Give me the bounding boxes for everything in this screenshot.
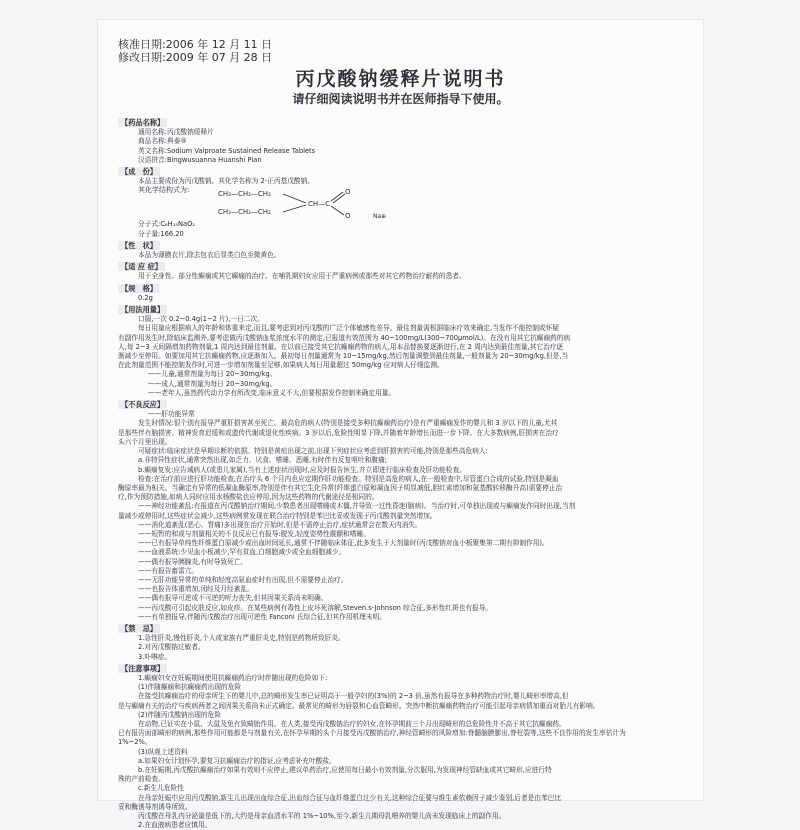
text-line: ——儿童,通常剂量为每日 20~30mg/kg。 — [148, 370, 277, 379]
section-contraindications — [118, 622, 678, 662]
text-line: 头六个月里出现。 — [118, 437, 172, 446]
text-line: 通用名称:丙戊酸钠缓释片 — [138, 128, 214, 137]
text-line: 1.癫痫妇女在妊娠期间使用抗癫痫药治疗时伴随出现的危险如下: — [138, 673, 328, 682]
text-line: ——偶有报导可逆或不可逆的听力丧失,但其因果关系尚未明确。 — [138, 594, 328, 603]
structural-formula-diagram — [188, 186, 428, 220]
text-line: (3)纵观上述资料 — [138, 747, 188, 756]
section-heading: 【成 份】 — [118, 167, 160, 176]
document-body — [118, 116, 678, 830]
oxygen-lower: O — [345, 212, 351, 221]
bond-line — [331, 206, 344, 215]
text-line: 分子式:C₈H₁₅NaO₂ — [138, 220, 196, 229]
text-line: ——丙戊酸可引起皮肤反应,如皮疹。在某些病例有毒性上皮坏死溶解,Steven.s-Johnson 综合征,多形性红斑也有报导。 — [138, 603, 493, 612]
section-dosage — [118, 303, 678, 398]
approval-dates — [118, 38, 272, 64]
text-line: ——血液系统:少见血小板减少,罕有贫血,白细胞减少或全血细胞减少。 — [138, 548, 346, 557]
section-composition — [118, 165, 678, 239]
section-adverse-reactions — [118, 398, 678, 622]
text-line: 可疑症状:临床症状是早期诊断的依据。特别是黄疸出现之前,出现下列症状应考虑到肝损害的可能,特别是那些高危病人: — [138, 447, 488, 456]
section-character — [118, 239, 678, 260]
propyl-chain-lower: CH₃—CH₂—CH₂ — [218, 208, 271, 217]
instruction-sheet — [98, 20, 703, 830]
section-precautions — [118, 662, 678, 830]
text-line: 汉语拼音:Bingwusuanna Huanshi Pian — [138, 155, 262, 164]
approval-date: 核准日期:2006 年 12 月 11 日 — [118, 38, 273, 51]
text-line: 妥和酶诱导剂诱导所致。 — [118, 802, 192, 811]
text-line: 检查:在治疗前应进行肝功能检查,在治疗头 6 个月内也应定期作肝功能检查。特别是高危的病人,在一般检查中,尽管蛋白合成的试验,特别是凝血 — [138, 474, 559, 483]
bond-line — [283, 205, 306, 212]
text-line: 0.2g — [138, 293, 153, 302]
text-line: 本品为薄膜衣片,除去包衣后显类白色至微黄色。 — [138, 251, 281, 260]
section-drug-name — [118, 116, 678, 165]
section-heading: 【不良反应】 — [118, 400, 167, 409]
section-heading: 【禁 忌】 — [118, 624, 160, 633]
text-line: ——神经功能紊乱:有报道在丙戊酸钠治疗期间,少数患者出现嗜睡或木僵,并导致一过性昏迷(脑病)。当治疗时,可单独出现或与癫痫发作同时出现,当剂 — [138, 502, 576, 511]
text-line: (1)伴随癫痫和抗癫痫药出现的危险 — [138, 683, 242, 692]
text-line: (2)伴随丙戊酸钠出现的危险 — [138, 710, 222, 719]
text-line: ——偶有报导胰腺炎,有时导致死亡。 — [138, 557, 248, 566]
text-line: 英文名称:Sodium Valproate Sustained Release Tablets — [138, 146, 316, 155]
text-line: b.癫痫复发:应告诫病人(或患儿家属),当有上述症状出现时,应及时报告医生,并立即进行临床检查及肝功能检查。 — [138, 465, 466, 474]
text-line: 殊的产前检查。 — [118, 775, 165, 784]
text-line: 酶原率最为相关。当确定有异常的低凝血酶原率,特别是伴有其它生化异常(纤维蛋白原和凝血因子明显减低,胆红素增加和氨基酸转移酶升高)需要停止治 — [118, 483, 563, 492]
text-line: ——无肝功能异常的单纯和轻度高氨血症时有出现,但不需要停止治疗。 — [138, 575, 348, 584]
text-line: 量减少或停用时,这些症状会减少,这些病例常发现在联合治疗特别是苯巴比妥或发现于丙戊酸剂量突然增加。 — [118, 511, 437, 520]
section-specification — [118, 282, 678, 303]
text-line: ——已有报导单纯性纤维蛋白原减少或出血时间延长,通常不伴随临床体征,此多发生于大剂量时(丙戊酸钠对血小板聚集第二期有抑制作用)。 — [138, 539, 549, 548]
text-line: 有副作用发生时,除临床监测外,要考虑做丙戊酸钠血浆浓度水平的测定,已报道有效范围为 40~100mg/L(300~700μmol/L)。在没有用其它抗癫痫药的病 — [118, 333, 571, 342]
text-line: c.新生儿危险性 — [138, 784, 184, 793]
text-line: 2.在血液病患者应慎用。 — [138, 821, 212, 830]
text-line: 2.对丙戊酸钠过敏者。 — [138, 643, 205, 652]
oxygen-upper: O — [345, 188, 351, 197]
text-line: 在动物,已证实在小鼠、大鼠及兔有致畸胎作用。在人类,接受丙戊酸钠治疗的妇女,在怀孕期前三个月出现畸形的总危险性并不高于其它抗癫痫药。 — [138, 719, 566, 728]
sodium-ion: Na⊕ — [373, 213, 387, 221]
bond-line — [283, 194, 306, 203]
text-line: 在此剂量范围不能控制发作时,可进一步增加剂量至足够,如果病人每日用量超过 50mg/kg 应对病人仔细监测。 — [118, 361, 444, 370]
text-line: 分子量:166.20 — [138, 229, 184, 238]
propyl-chain-upper: CH₃—CH₂—CH₂ — [218, 190, 271, 199]
text-line: ——也报告体重增加,闭经及月经紊乱。 — [138, 585, 254, 594]
section-heading: 【适 应 症】 — [118, 262, 165, 271]
text-line: 疗,作为预防措施,如病人同时应用水杨酸盐也应停用,因为这些药物的代谢途径是相同的。 — [118, 493, 379, 502]
text-line: a.如果妇女计划怀孕,要复习抗癫痫治疗的指证,应考虑补充叶酸盐。 — [138, 756, 336, 765]
text-line: ——成人,通常剂量为每日 20~30mg/kg。 — [148, 379, 277, 388]
text-line: b.在妊娠期,丙戊酸抗癫痫治疗如果有效则不应停止,建议单药治疗,应使用每日最小有效剂量,分次服用,为发现神经管缺血或其它畸形,应进行特 — [138, 766, 552, 774]
text-line: ——有单独报导,伴随丙戊酸治疗出现可逆性 Fanconi 氏综合征,但其作用机理未明。 — [138, 612, 386, 621]
text-line: 已有报告面部畸形的病例,那些作用可能都是与剂量有关,在怀孕早期的头个月接受丙戊酸钠治疗,神经管畸形的风险增加:脊髓脑膜膨出,脊柱裂等,这些不良作用的发生率估计为 — [118, 729, 626, 738]
section-heading: 【用法用量】 — [118, 305, 167, 314]
document-subtitle: 请仔细阅读说明书并在医师指导下使用。 — [292, 92, 509, 106]
text-line: a.非特异性症状,通常突然出现,如乏力、厌食、嗜睡、恶睡,有时伴有反复呕吐和腹痛; — [138, 456, 387, 465]
section-indication — [118, 260, 678, 281]
section-heading: 【性 状】 — [118, 241, 160, 250]
text-line: ——消化道紊乱(恶心、胃痛)多出现在治疗开始时,但是不需停止治疗,症状通常会在数天内消失。 — [138, 520, 422, 529]
text-line: 在母亲妊娠中应用丙戊酸钠,新生儿出现出血综合征,出血综合征与血纤维蛋白过少有关,这种综合征要与维生素依赖因子减少鉴别,后者是由苯巴比 — [138, 793, 562, 802]
section-heading: 【药品名称】 — [118, 118, 167, 127]
text-line: 1%~2%。 — [118, 738, 152, 747]
text-line: 在接受抗癫痫治疗的母亲所生下的婴儿中,总的畸形发生率已证明高于一般孕妇的(3%)的 2~3 倍,虽然有报导在多种药物治疗时,婴儿畸形率增高,但 — [138, 692, 569, 701]
text-line: 渐减少至停用。如要加用其它抗癫痫药物,应逐渐加入。最初每日剂量通常为 10~15mg/kg,然后剂量调整到最佳剂量,一般剂量为 20~30mg/kg,但是,当 — [118, 352, 569, 361]
structural-formula — [138, 186, 678, 220]
text-line: ——老年人,虽然药代动力学有所改变,临床意义不大,但要根据发作控制来确定用量。 — [148, 388, 396, 397]
text-line: 发生时情况:很个别有报导严重肝损害甚至死亡。最高危的病人(特别是接受多种抗癫痫药治疗)是有严重癫痫发作的婴儿和 3 岁以下的儿童,尤其 — [138, 419, 558, 428]
text-line: ——有报告畜雷亢。 — [138, 566, 199, 575]
text-line: 每日用量应根据病人的年龄和体重来定,而且,要考虑到对丙戊酸的广泛个体敏感性差异。最佳剂量需根据临床疗效来确定,当发作不能控制或怀疑 — [138, 324, 559, 333]
text-line: 本品主要成份为丙戊酸钠。其化学名称为 2-正丙基戊酸钠。 — [138, 177, 314, 186]
text-line: 是与癫痫有关的治疗与疾病两者之间因果关系尚未正式确定。最常见的畸形为唇裂和心血管畸形。突然中断抗癫痫药物治疗可能引起母亲病情加重而对胎儿有影响。 — [118, 701, 600, 710]
text-line: 商品名称:典泰® — [138, 137, 188, 146]
document-title: 丙戊酸钠缓释片说明书 — [295, 68, 506, 90]
text-line: 丙戊酸在母乳内分泌量是低下的,大约是母亲血清水平的 1%~10%,至今,新生儿期母乳喂养的婴儿尚未发现临床上的副作用。 — [138, 812, 506, 821]
section-heading: 【规 格】 — [118, 284, 160, 293]
section-heading: 【注意事项】 — [118, 664, 167, 673]
text-line: 人,每 2~3 天间隔增加药物剂量,1 周内达到最佳剂量。在以前已接受其它抗癫痫药物的病人,用本品替换要逐渐进行,在 2 周内达到最佳剂量,其它治疗逐 — [118, 342, 564, 351]
text-line: ——短暂的和或与剂量相关的不良反应已有报导:脱发,轻度姿势性震颤和嗜睡。 — [138, 529, 370, 538]
text-line: 是那些伴有脑损害、精神发育迟缓和或遗传代谢或退化性疾病。3 岁以后,危险性明显下降,并随着年龄增长而进一步下降。在大多数病例,肝损害在治疗 — [118, 428, 559, 437]
text-line: 用于全身性、部分性癫痫或其它癫痫的治疗。在哺乳期妇女应用于严重病例或那些对其它药物治疗耐药的患者。 — [138, 272, 466, 281]
text-line: 口服,一次 0.2~0.4g(1~2 片),一日二次。 — [138, 315, 264, 324]
text-line: 1.急性肝炎,慢性肝炎,个人或家族有严重肝炎史,特别是药物所致肝炎。 — [138, 634, 345, 643]
text-line: 3.卟啉症。 — [138, 652, 172, 661]
text-line: ——肝功能异常 — [148, 410, 195, 419]
text-line: 其化学结构式为: — [138, 186, 190, 195]
carboxyl-center: CH—C — [308, 200, 331, 209]
revision-date: 修改日期:2009 年 07 月 28 日 — [118, 51, 273, 64]
